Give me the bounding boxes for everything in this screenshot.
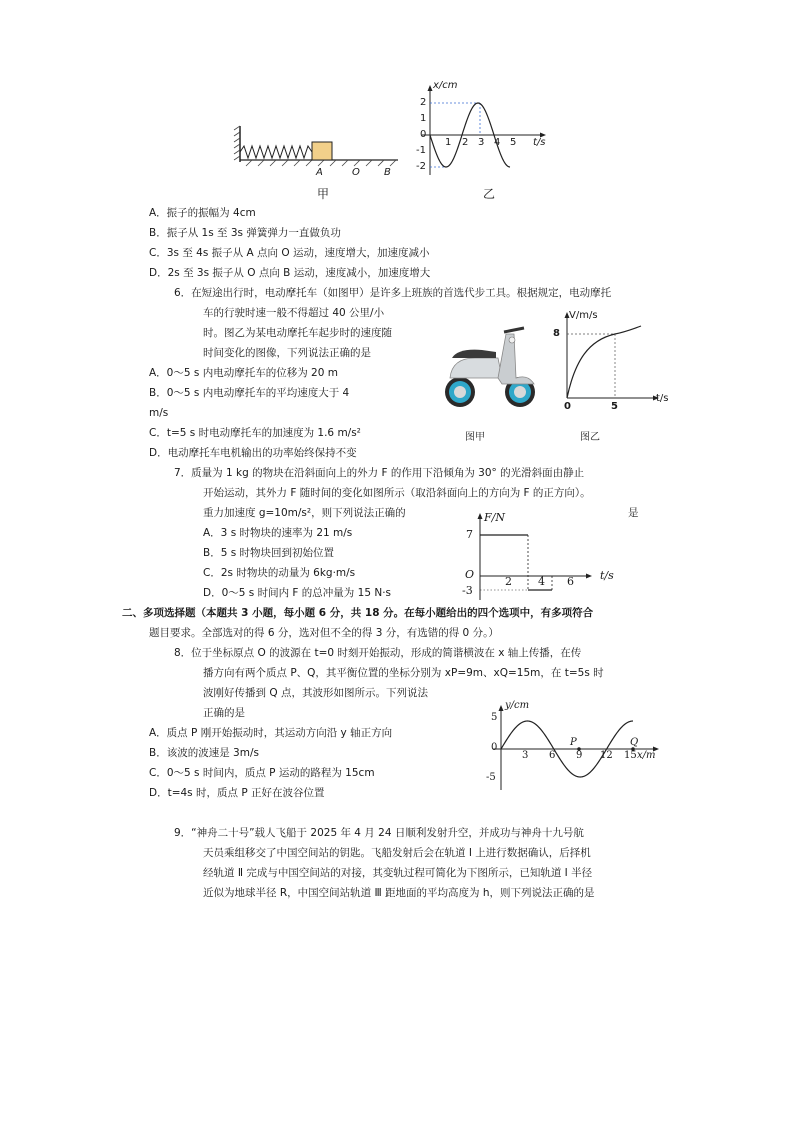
wave-ytick: -5 [486,772,496,783]
section2-header: 二、多项选择题（本题共 3 小题，每小题 6 分，共 18 分。在每小题给出的四个选项中，有多项符合 [122,607,594,619]
q5-option-d: D．2s 至 3s 振子从 O 点向 B 运动，速度减小，加速度增大 [149,267,431,279]
wave-ytick: 5 [491,712,498,723]
ft-xlabel: t/s [600,569,614,582]
q6-option-b-cont: m/s [149,407,169,419]
wave-xtick: 6 [549,750,556,761]
q7-option-b: B．5 s 时物块回到初始位置 [203,547,335,559]
q6-graph-caption: 图乙 [580,432,600,443]
q7-option-c: C．2s 时物块的动量为 6kg·m/s [203,567,356,579]
wave-xtick: 3 [522,750,529,761]
q6-stem-line: 车的行驶时速一般不得超过 40 公里/小 [203,307,385,319]
xt-xtick: 1 [445,137,452,148]
q8-stem-line: 正确的是 [203,707,245,719]
q8-stem-line: 8．位于坐标原点 O 的波源在 t=0 时刻开始振动，形成的简谐横波在 x 轴上传播，在传 [174,647,582,659]
section2-header-cont: 题目要求。全部选对的得 6 分，选对但不全的得 3 分，有选错的得 0 分。） [149,627,499,639]
spring-caption: 甲 [317,187,330,201]
ft-xtick: 4 [538,575,545,588]
q6-stem-line: 时间变化的图像，下列说法正确的是 [203,347,371,359]
q8-option-b: B．该波的波速是 3m/s [149,747,259,759]
xt-graph [412,80,552,180]
vt-x-mark: 5 [611,401,618,412]
q6-option-a: A．0～5 s 内电动摩托车的位移为 20 m [149,367,338,379]
spring-label-b: B [384,167,391,178]
ft-ylabel: F/N [484,511,505,524]
q8-option-a: A．质点 P 刚开始振动时，其运动方向沿 y 轴正方向 [149,727,393,739]
ft-xtick: 2 [505,575,512,588]
xt-caption: 乙 [483,187,496,201]
xt-ytick: -2 [416,161,426,172]
q9-stem-line: 经轨道 Ⅱ 完成与中国空间站的对接，其变轨过程可简化为下图所示，已知轨道 Ⅰ 半径 [203,867,593,879]
q6-option-d: D．电动摩托车电机输出的功率始终保持不变 [149,447,357,459]
spring-label-o: O [352,167,360,178]
xt-ytick: 1 [420,113,427,124]
xt-ylabel: x/cm [433,80,458,91]
wave-ylabel: y/cm [505,700,530,711]
wave-ytick: 0 [491,742,498,753]
q7-stem-line: 重力加速度 g=10m/s²，则下列说法正确的 [203,507,406,519]
q5-option-a: A．振子的振幅为 4cm [149,207,256,219]
q6-option-c: C．t=5 s 时电动摩托车的加速度为 1.6 m/s² [149,427,361,439]
q9-stem-line: 近似为地球半径 R，中国空间站轨道 Ⅲ 距地面的平均高度为 h，则下列说法正确的是 [203,887,595,899]
q5-option-b: B．振子从 1s 至 3s 弹簧弹力一直做负功 [149,227,341,239]
vt-origin: 0 [564,401,571,412]
scooter-photo [440,318,540,414]
q6-stem-line: 时。图乙为某电动摩托车起步时的速度随 [203,327,392,339]
xt-xtick: 2 [462,137,469,148]
vt-ylabel: V/m/s [569,310,598,321]
wave-point-p: P [570,737,577,748]
spring-label-a: A [316,167,323,178]
xt-ytick: -1 [416,145,426,156]
q6-stem-line: 6．在短途出行时，电动摩托车（如图甲）是许多上班族的首选代步工具。根据规定，电动摩托 [174,287,612,299]
ft-ytick: 7 [466,528,473,541]
q6-photo-caption: 图甲 [465,432,485,443]
ft-xtick: 6 [567,575,574,588]
xt-xtick: 5 [510,137,517,148]
xt-xtick: 4 [494,137,501,148]
q7-stem-line: 7．质量为 1 kg 的物块在沿斜面向上的外力 F 的作用下沿倾角为 30° 的光滑斜面由静止 [174,467,585,479]
vt-y-mark: 8 [553,328,560,339]
q9-stem-line: 9．“神舟二十号”载人飞船于 2025 年 4 月 24 日顺利发射升空，并成功与神舟十九号航 [174,827,584,839]
wave-xtick: 12 [600,750,613,761]
ft-ytick: O [465,568,475,581]
q8-option-d: D．t=4s 时，质点 P 正好在波谷位置 [149,787,325,799]
q7-option-d: D．0～5 s 时间内 F 的总冲量为 15 N·s [203,587,392,599]
q6-option-b: B．0～5 s 内电动摩托车的平均速度大于 4 [149,387,350,399]
q7-stem-line: 是 [628,507,639,519]
q9-stem-line: 天员乘组移交了中国空间站的钥匙。飞船发射后会在轨道 Ⅰ 上进行数据确认，后择机 [203,847,591,859]
q8-option-c: C．0～5 s 时间内，质点 P 运动的路程为 15cm [149,767,375,779]
xt-xtick: 3 [478,137,485,148]
xt-ytick: 0 [420,129,427,140]
vt-xlabel: t/s [656,393,669,404]
q5-option-c: C．3s 至 4s 振子从 A 点向 O 运动，速度增大，加速度减小 [149,247,430,259]
wave-xtick: 9 [576,750,583,761]
q8-stem-line: 播方向有两个质点 P、Q，其平衡位置的坐标分别为 xP=9m、xQ=15m，在 t=5s 时 [203,667,604,679]
wave-xlabel: x/m [637,750,656,761]
ft-ytick: -3 [462,584,473,597]
xt-xlabel: t/s [533,137,546,148]
xt-ytick: 2 [420,97,427,108]
q8-stem-line: 波刚好传播到 Q 点，其波形如图所示。下列说法 [203,687,428,699]
wave-point-q: Q [630,737,639,748]
vt-graph [555,310,670,402]
wave-xtick: 15 [624,750,637,761]
q7-stem-line: 开始运动，其外力 F 随时间的变化如图所示（取沿斜面向上的方向为 F 的正方向）。 [203,487,591,499]
q7-option-a: A．3 s 时物块的速率为 21 m/s [203,527,353,539]
